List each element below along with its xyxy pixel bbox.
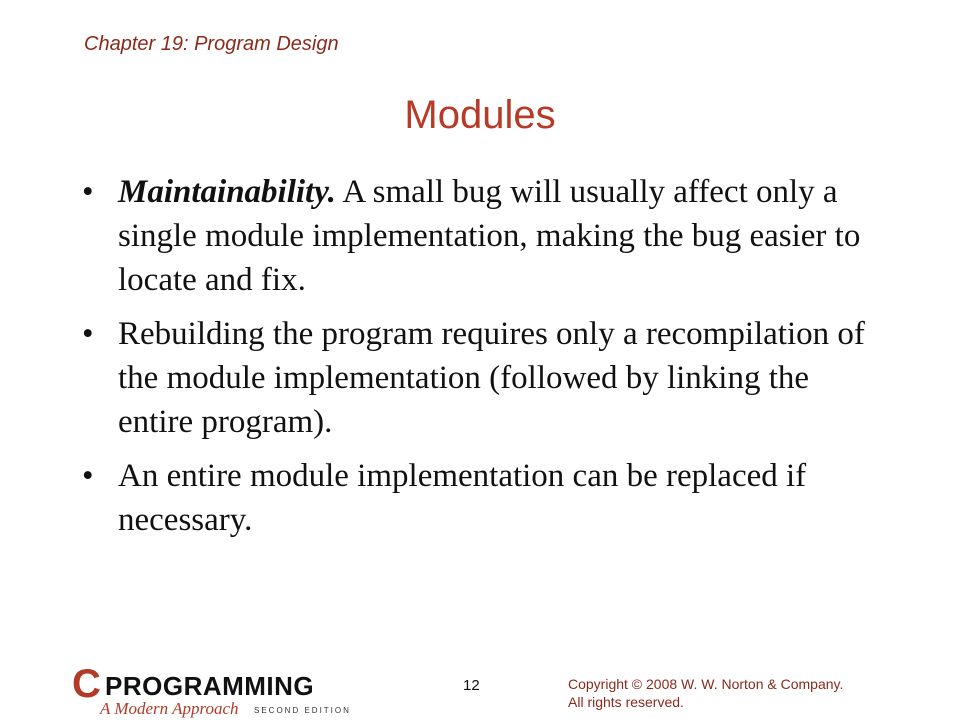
bullet-text: An entire module implementation can be replaced if necessary. <box>118 458 807 538</box>
bullet-lead: Maintainability. <box>118 174 336 210</box>
logo-subtitle: A Modern Approach <box>100 699 239 718</box>
book-logo <box>72 664 362 720</box>
copyright-notice <box>568 675 843 711</box>
logo-c-letter: C <box>72 662 101 706</box>
bullet-list <box>78 170 878 552</box>
logo-edition: SECOND EDITION <box>254 706 351 715</box>
page-number: 12 <box>463 677 480 694</box>
bullet-item-maintainability <box>78 170 878 302</box>
chapter-header: Chapter 19: Program Design <box>84 33 339 55</box>
logo-wordmark: PROGRAMMING <box>105 671 315 701</box>
bullet-text: A small bug will usually affect only a single module implementation, making the bug easier to locate and fix. <box>118 174 861 298</box>
copyright-line-2: All rights reserved. <box>568 694 684 710</box>
bullet-icon: • <box>82 174 94 210</box>
bullet-text: Rebuilding the program requires only a recompilation of the module implementation (followed by linking the entire program). <box>118 316 865 440</box>
slide-title: Modules <box>404 93 556 137</box>
bullet-item-replacement <box>78 454 878 542</box>
copyright-line-1: Copyright © 2008 W. W. Norton & Company. <box>568 676 844 692</box>
bullet-icon: • <box>82 458 94 494</box>
bullet-item-rebuilding <box>78 312 878 444</box>
bullet-icon: • <box>82 316 94 352</box>
